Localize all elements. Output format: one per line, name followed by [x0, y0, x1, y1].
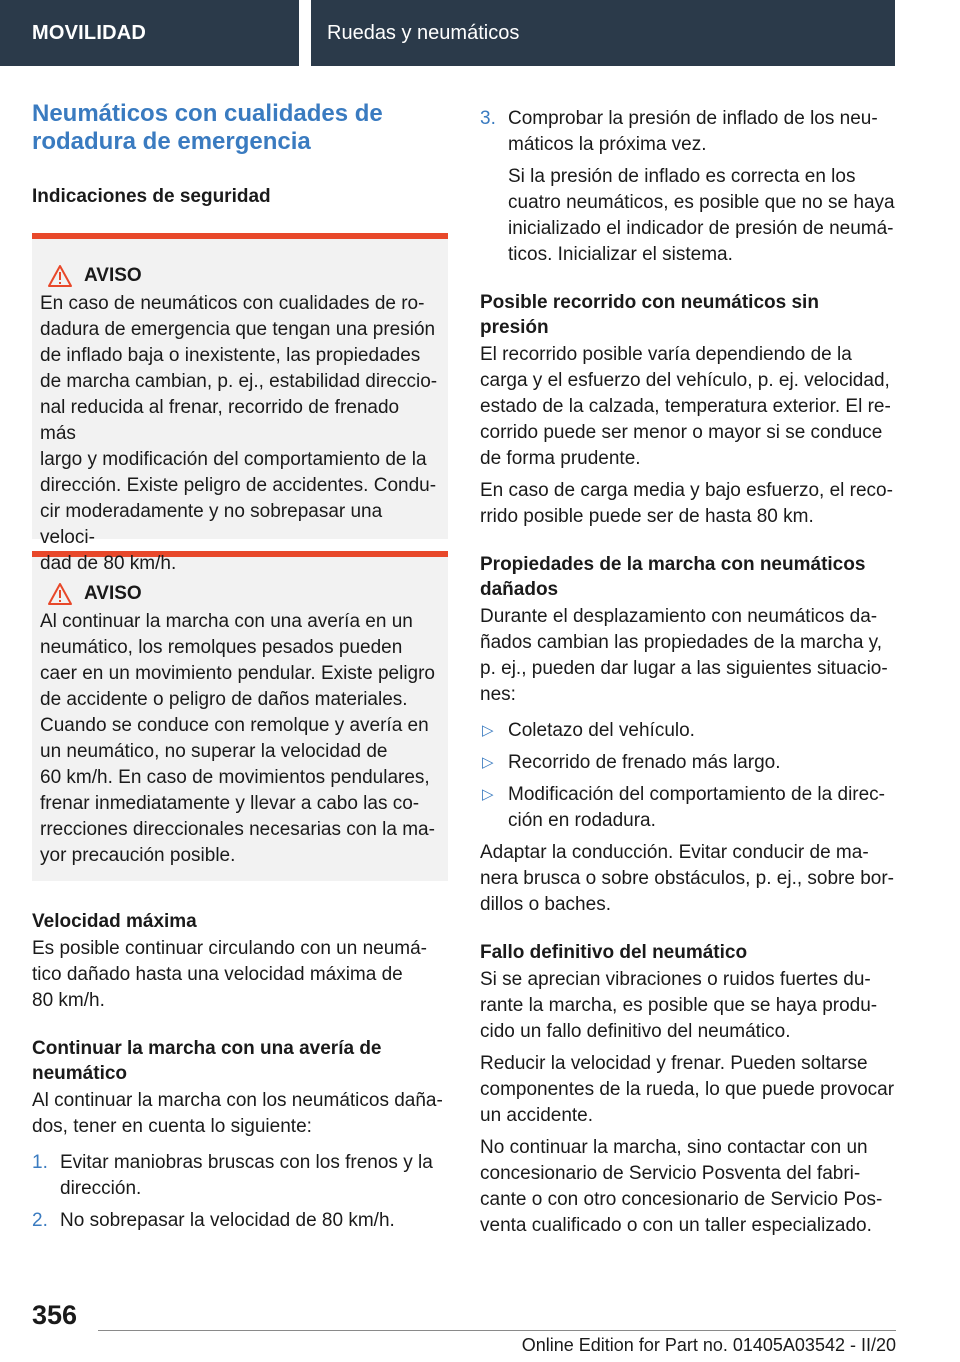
fail-text-1: Si se aprecian vibraciones o ruidos fuertes du- rante la marcha, es posible que se haya produ- cido un fallo definitivo del neumático. — [480, 969, 878, 1042]
step-number: 1. — [32, 1152, 48, 1173]
range-heading: Posible recorrido con neumáticos sin presión — [480, 292, 819, 338]
list-item: ▷ Coletazo del vehículo. — [480, 718, 896, 744]
step-number: 3. — [480, 108, 496, 129]
section-tab: MOVILIDAD — [0, 0, 299, 66]
warning-triangle-icon — [40, 582, 80, 606]
page-number: 356 — [32, 1300, 78, 1330]
warning-box-1 — [32, 233, 448, 574]
warning-title: AVISO — [84, 265, 142, 286]
steps-list-continued — [480, 106, 896, 268]
section-title: Neumáticos con cualidades de rodadura de emergencia — [32, 100, 383, 155]
warning-title: AVISO — [84, 583, 142, 604]
page-header — [0, 0, 960, 66]
list-item: 2. No sobrepasar la velocidad de 80 km/h. — [32, 1208, 448, 1234]
range-text-2: En caso de carga media y bajo esfuerzo, el reco- rrido posible puede ser de hasta 80 km. — [480, 480, 893, 527]
step-number: 2. — [32, 1210, 48, 1231]
props-text-1: Durante el desplazamiento con neumáticos da- ñados cambian las propiedades de la marcha y, p. ej., pueden dar lugar a las siguientes situacio- nes: — [480, 606, 888, 705]
props-heading: Propiedades de la marcha con neumáticos dañados — [480, 554, 866, 600]
steps-list — [32, 1150, 448, 1234]
range-text-1: El recorrido posible varía dependiendo de la carga y el esfuerzo del vehículo, p. ej. velocidad, estado de la calzada, temperatura exterior. El re- corrido puede ser menor o mayor si se conduce de forma prudente. — [480, 344, 891, 469]
list-item: 1. Evitar maniobras bruscas con los frenos y la dirección. — [32, 1152, 433, 1199]
warning-triangle-icon — [40, 264, 80, 288]
safety-heading: Indicaciones de seguridad — [32, 186, 271, 207]
list-item: ▷ Recorrido de frenado más largo. — [480, 750, 896, 776]
continue-text: Al continuar la marcha con los neumáticos daña- dos, tener en cuenta lo siguiente: — [32, 1090, 443, 1137]
warning-text: En caso de neumáticos con cualidades de ro- dadura de emergencia que tengan una presión de inflado baja o inexistente, las propiedades de marcha cambian, p. ej., estabilidad direccio- nal reducida al frenar, recorrido de frenado más largo y modificación del comportamiento de la dirección. Existe peligro de accidentes. Condu- cir moderadamente y no sobrepasar una veloci- dad de 80 km/h. — [40, 293, 438, 574]
chapter-tab: Ruedas y neumáticos — [311, 0, 895, 66]
props-text-2: Adaptar la conducción. Evitar conducir de ma- nera brusca o sobre obstáculos, p. ej., sobre bor- dillos o baches. — [480, 842, 895, 915]
left-column — [32, 100, 448, 1234]
triangle-bullet-icon: ▷ — [482, 722, 494, 739]
right-column — [480, 106, 896, 1239]
list-item: ▷ Modificación del comportamiento de la direc- ción en rodadura. — [482, 784, 886, 831]
fail-heading: Fallo definitivo del neumático — [480, 942, 748, 963]
list-item: 3. Comprobar la presión de inflado de los neu- máticos la próxima vez. Si la presión de inflado es correcta en los cuatro neumáticos, es posible que no se haya inicializado el indicador de presión de neumá- ticos. Inicializar el sistema. — [480, 108, 895, 265]
max-speed-heading: Velocidad máxima — [32, 911, 197, 932]
footer-divider — [98, 1330, 896, 1331]
continue-heading: Continuar la marcha con una avería de neumático — [32, 1038, 382, 1084]
max-speed-text: Es posible continuar circulando con un neumá- tico dañado hasta una velocidad máxima de 80 km/h. — [32, 938, 428, 1011]
triangle-bullet-icon: ▷ — [482, 754, 494, 771]
triangle-bullet-icon: ▷ — [482, 786, 494, 803]
fail-text-2: Reducir la velocidad y frenar. Pueden soltarse componentes de la rueda, lo que puede provocar un accidente. — [480, 1053, 895, 1126]
edition-note: Online Edition for Part no. 01405A03542 - II/20 — [521, 1335, 896, 1355]
warning-box-2 — [32, 551, 448, 881]
fail-text-3: No continuar la marcha, sino contactar con un concesionario de Servicio Posventa del fabri- cante o con otro concesionario de Servicio Pos- venta cualificado o con un taller especializado. — [480, 1137, 883, 1236]
warning-text: Al continuar la marcha con una avería en un neumático, los remolques pesados pueden caer en un movimiento pendular. Existe peligro de accidente o peligro de daños materiales. Cuando se conduce con remolque y avería en un neumático, no superar la velocidad de 60 km/h. En caso de movimientos pendulares, frenar inmediatamente y llevar a cabo las co- rrecciones direccionales necesarias con la ma- yor precaución posible. — [40, 611, 436, 866]
bullet-list — [480, 718, 896, 834]
